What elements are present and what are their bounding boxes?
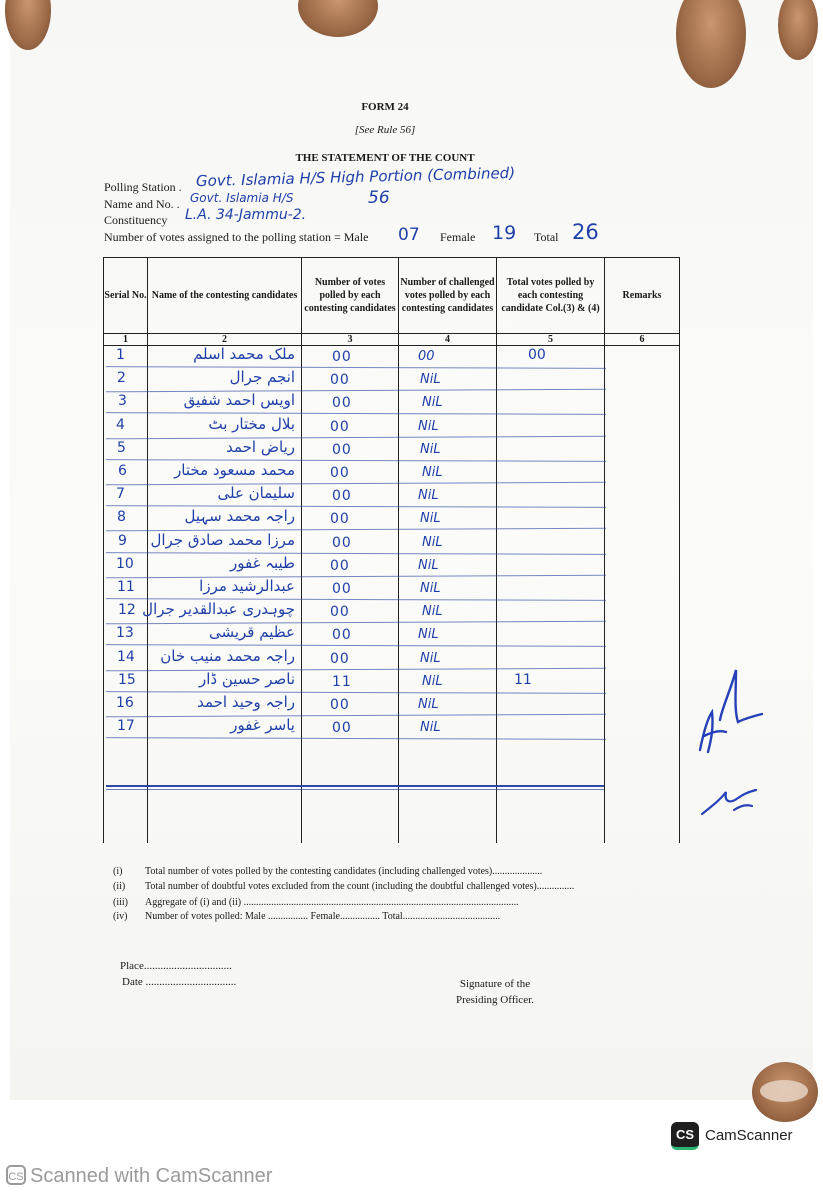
- col-number: 6: [605, 334, 680, 346]
- candidate-name: یاسر غفور: [230, 716, 295, 734]
- votes-polled: 00: [330, 419, 350, 435]
- challenged-votes: NiL: [418, 488, 439, 503]
- name-no-number: 56: [368, 188, 390, 208]
- header-total-votes: Total votes polled by each contesting candidate Col.(3) & (4): [497, 258, 605, 334]
- challenged-votes: NiL: [420, 511, 441, 526]
- header-votes-polled: Number of votes polled by each contesting candidates: [302, 258, 399, 334]
- note-ii: [113, 881, 574, 892]
- form-rule: [See Rule 56]: [354, 124, 416, 136]
- challenged-votes: NiL: [420, 581, 441, 596]
- total-votes: 11: [514, 672, 532, 688]
- serial-number: 16: [116, 695, 134, 711]
- col-number: 2: [148, 334, 302, 346]
- note-iv: [113, 911, 500, 922]
- votes-polled: 00: [330, 511, 350, 527]
- votes-polled: 00: [332, 488, 352, 504]
- total-label: Total: [534, 230, 559, 244]
- note-number: (ii): [113, 881, 126, 892]
- votes-polled: 00: [330, 558, 350, 574]
- female-label: Female: [440, 230, 476, 244]
- serial-number: 3: [118, 393, 127, 409]
- challenged-votes: NiL: [420, 651, 441, 666]
- candidate-name: ریاض احمد: [226, 438, 295, 456]
- votes-polled: 00: [330, 465, 350, 481]
- serial-number: 7: [116, 486, 125, 502]
- note-text: Aggregate of (i) and (ii) ..............................................................................................................: [145, 897, 519, 908]
- challenged-votes: NiL: [422, 465, 443, 480]
- votes-polled: 00: [332, 442, 352, 458]
- candidate-name: انجم جرال: [229, 368, 295, 386]
- votes-polled: 00: [330, 697, 350, 713]
- serial-number: 12: [118, 602, 136, 618]
- end-of-list-line: [106, 789, 604, 790]
- serial-number: 9: [118, 533, 127, 549]
- votes-polled: 00: [332, 395, 352, 411]
- candidate-name: راجہ وحید احمد: [197, 693, 295, 711]
- header-challenged-votes: Number of challenged votes polled by each contesting candidates: [399, 258, 497, 334]
- male-count: 07: [398, 225, 420, 245]
- serial-number: 17: [117, 718, 135, 734]
- col-number: 3: [302, 334, 399, 346]
- serial-number: 4: [116, 417, 125, 433]
- challenged-votes: NiL: [418, 419, 439, 434]
- margin-signature: [690, 660, 770, 830]
- constituency-value: L.A. 34-Jammu-2.: [185, 207, 307, 223]
- cs-small-icon: CS: [6, 1165, 26, 1185]
- serial-number: 1: [116, 347, 125, 363]
- table-body-cell: [399, 346, 497, 844]
- count-table: [103, 257, 680, 843]
- candidate-name: چوہدری عبدالقدیر جرال: [142, 600, 295, 618]
- col-number: 4: [399, 334, 497, 346]
- female-count: 19: [492, 222, 517, 244]
- table-body-cell: [605, 346, 680, 844]
- challenged-votes: NiL: [422, 604, 443, 619]
- votes-polled: 00: [332, 627, 352, 643]
- votes-assigned-label: Number of votes assigned to the polling station = Male: [104, 230, 369, 244]
- note-text: Total number of votes polled by the contesting candidates (including challenged votes)....................: [145, 866, 543, 877]
- challenged-votes: NiL: [418, 558, 439, 573]
- note-text: Total number of doubtful votes excluded from the count (including the doubtful challenged votes)...............: [145, 881, 575, 892]
- serial-number: 15: [118, 672, 136, 688]
- camscanner-brand: CamScanner: [705, 1127, 793, 1144]
- candidate-name: ناصر حسین ڈار: [199, 670, 295, 688]
- serial-number: 5: [117, 440, 126, 456]
- candidate-name: عبدالرشید مرزا: [199, 577, 295, 595]
- votes-polled: 00: [332, 720, 352, 736]
- header-serial: Serial No.: [104, 258, 148, 334]
- note-number: (iv): [113, 911, 128, 922]
- candidate-name: سلیمان علی: [217, 484, 295, 502]
- fingernail: [760, 1080, 808, 1102]
- votes-polled: 00: [332, 581, 352, 597]
- votes-polled: 11: [332, 674, 352, 690]
- candidate-name: مرزا محمد صادق جرال: [150, 531, 295, 549]
- end-of-list-line: [106, 785, 604, 787]
- votes-polled: 00: [332, 535, 352, 551]
- candidate-name: اویس احمد شفیق: [183, 391, 295, 409]
- name-no-value: Govt. Islamia H/S: [190, 191, 294, 205]
- candidate-name: بلال مختار بٹ: [208, 415, 295, 433]
- challenged-votes: 00: [418, 349, 435, 364]
- challenged-votes: NiL: [420, 442, 441, 457]
- challenged-votes: NiL: [418, 627, 439, 642]
- votes-polled: 00: [332, 349, 352, 365]
- col-number: 5: [497, 334, 605, 346]
- serial-number: 13: [116, 625, 134, 641]
- challenged-votes: NiL: [422, 535, 443, 550]
- note-number: (i): [113, 866, 123, 877]
- polling-station-value: Govt. Islamia H/S High Portion (Combined): [195, 163, 516, 191]
- votes-polled: 00: [330, 604, 350, 620]
- header-remarks: Remarks: [605, 258, 680, 334]
- serial-number: 14: [117, 649, 135, 665]
- serial-number: 6: [118, 463, 127, 479]
- challenged-votes: NiL: [420, 372, 441, 387]
- signature-label-line1: Signature of the: [459, 978, 531, 990]
- challenged-votes: NiL: [422, 395, 443, 410]
- note-i: [113, 866, 542, 877]
- note-text: Number of votes polled: Male ................ Female................ Total.......................................: [145, 911, 501, 922]
- col-number: 1: [104, 334, 148, 346]
- constituency-label: Constituency: [104, 213, 168, 227]
- serial-number: 11: [117, 579, 135, 595]
- serial-number: 8: [117, 509, 126, 525]
- candidate-name: راجہ محمد منیب خان: [160, 647, 295, 665]
- total-votes: 00: [528, 347, 546, 363]
- signature-label-line2: Presiding Officer.: [455, 994, 534, 1006]
- form-title: THE STATEMENT OF THE COUNT: [295, 152, 475, 164]
- note-iii: [113, 897, 519, 908]
- camscanner-logo-icon: CS: [671, 1122, 699, 1150]
- total-count: 26: [572, 220, 599, 244]
- scanned-with-text: Scanned with CamScanner: [30, 1165, 273, 1187]
- place-field: Place................................: [120, 960, 232, 972]
- form-number: FORM 24: [361, 101, 409, 113]
- date-field: Date .................................: [122, 976, 237, 988]
- candidate-name: طیبہ غفور: [230, 554, 295, 572]
- candidate-name: ملک محمد اسلم: [193, 345, 295, 363]
- header-candidate-name: Name of the contesting candidates: [148, 258, 302, 334]
- polling-station-label: Polling Station .: [104, 180, 182, 194]
- votes-polled: 00: [330, 372, 350, 388]
- serial-number: 10: [116, 556, 134, 572]
- candidate-name: راجہ محمد سہیل: [184, 507, 295, 525]
- note-number: (iii): [113, 897, 128, 908]
- table-body-cell: [497, 346, 605, 844]
- candidate-name: محمد مسعود مختار: [174, 461, 295, 479]
- serial-number: 2: [117, 370, 126, 386]
- candidate-name: عظیم قریشی: [208, 623, 295, 641]
- name-no-label: Name and No. .: [104, 197, 180, 211]
- scanned-with-watermark: [6, 1165, 272, 1188]
- challenged-votes: NiL: [418, 697, 439, 712]
- votes-polled: 00: [330, 651, 350, 667]
- challenged-votes: NiL: [422, 674, 443, 689]
- challenged-votes: NiL: [420, 720, 441, 735]
